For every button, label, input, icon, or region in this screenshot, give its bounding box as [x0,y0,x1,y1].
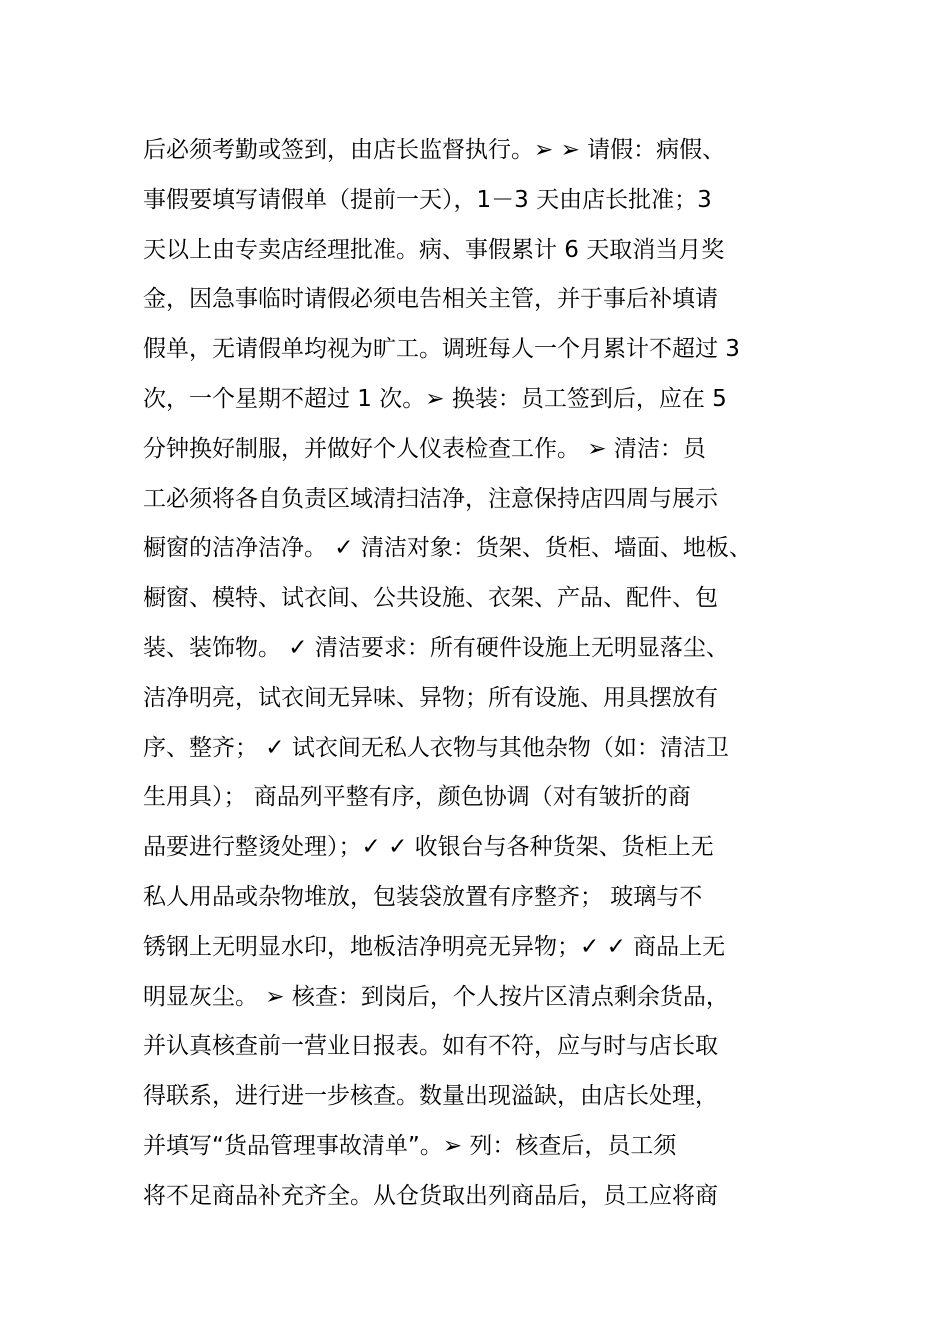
text-line: 工必须将各自负责区域清扫洁净，注意保持店四周与展示 [143,485,718,512]
text-line: 橱窗的洁净洁净。 ✓ 清洁对象：货架、货柜、墙面、地板、 [143,535,752,562]
text-line: 生用具）； 商品列平整有序，颜色协调（对有皱折的商 [143,784,691,811]
text-line: 金，因急事临时请假必须电告相关主管，并于事后补填请 [143,286,718,313]
text-line: 天以上由专卖店经理批准。病、事假累计 6 天取消当月奖 [143,236,725,263]
text-line: 明显灰尘。 ➢ 核查：到岗后，个人按片区清点剩余货品， [143,983,729,1010]
text-line: 将不足商品补充齐全。从仓货取出列商品后，员工应将商 [143,1182,718,1209]
text-line: 后必须考勤或签到，由店长监督执行。➢ ➢ 请假：病假、 [143,137,726,163]
text-line: 序、整齐； ✓ 试衣间无私人衣物与其他杂物（如：清洁卫 [143,734,729,761]
text-line: 并填写“货品管理事故清单”。➢ 列：核查后，员工须 [143,1132,677,1159]
text-line: 私人用品或杂物堆放，包装袋放置有序整齐； 玻璃与不 [143,883,703,910]
text-line: 事假要填写请假单（提前一天），1－3 天由店长批准；3 [143,186,712,213]
text-line: 得联系，进行进一步核查。数量出现溢缺，由店长处理， [143,1083,718,1110]
text-line: 次，一个星期不超过 1 次。➢ 换装：员工签到后，应在 5 [143,385,727,412]
body-text [143,126,843,1222]
text-line: 并认真核查前一营业日报表。如有不符，应与时与店长取 [143,1033,718,1060]
text-line: 锈钢上无明显水印，地板洁净明亮无异物；✓ ✓ 商品上无 [143,933,726,960]
text-line: 洁净明亮，试衣间无异味、异物；所有设施、用具摆放有 [143,684,718,711]
text-line: 橱窗、模特、试衣间、公共设施、衣架、产品、配件、包 [143,585,718,612]
text-line: 分钟换好制服，并做好个人仪表检查工作。 ➢ 清洁：员 [143,435,706,462]
text-line: 品要进行整烫处理）；✓ ✓ 收银台与各种货架、货柜上无 [143,834,714,861]
text-line: 装、装饰物。 ✓ 清洁要求：所有硬件设施上无明显落尘、 [143,634,729,661]
text-line: 假单，无请假单均视为旷工。调班每人一个月累计不超过 3 [143,336,740,363]
